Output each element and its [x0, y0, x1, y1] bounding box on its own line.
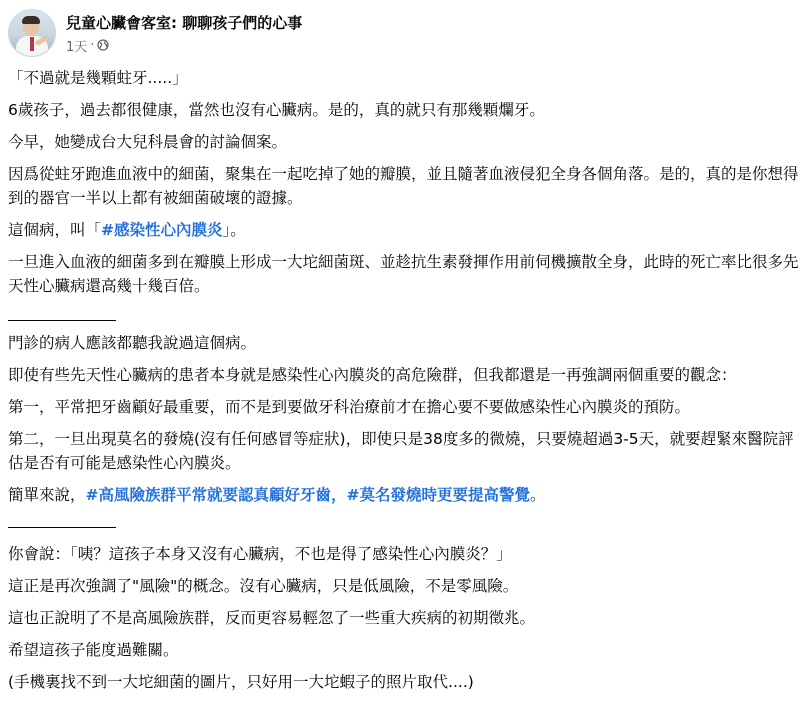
paragraph: [8, 483, 804, 507]
paragraph: 第一，平常把牙齒顧好最重要，而不是到要做牙科治療前才在擔心要不要做感染性心內膜炎的預防。: [8, 398, 691, 416]
paragraph: 因爲從蛀牙跑進血液中的細菌，聚集在一起吃掉了她的瓣膜，並且隨著血液侵犯全身各個角落。是的，真的是你想得到的器官一半以上都有被細菌破壞的證據。: [8, 165, 799, 207]
hashtag-separator: ，: [331, 486, 347, 504]
text-segment: 簡單來說，: [8, 486, 86, 504]
section-divider: [8, 320, 116, 321]
paragraph: (手機裏找不到一大坨細菌的圖片，只好用一大坨蝦子的照片取代....): [8, 673, 474, 691]
section-divider: [8, 527, 116, 528]
paragraph: 今早，她變成台大兒科晨會的討論個案。: [8, 133, 288, 151]
paragraph: 第二，一旦出現莫名的發燒(沒有任何感冒等症狀)，即使只是38度多的微燒，只要燒超過3-5天，就要趕緊來醫院評估是否有可能是感染性心內膜炎。: [8, 430, 794, 472]
post-meta: [66, 12, 302, 55]
paragraph: 這正是再次強調了"風險"的概念。沒有心臟病，只是低風險，不是零風險。: [8, 577, 519, 595]
paragraph: 「不過就是幾顆蛀牙.....」: [8, 69, 188, 87]
text-segment: 這個病，叫「: [8, 221, 102, 239]
paragraph: 6歲孩子，過去都很健康，當然也沒有心臟病。是的，真的就只有那幾顆爛牙。: [8, 101, 545, 119]
post-timestamp[interactable]: 1天: [66, 39, 88, 55]
paragraph: 即使有些先天性心臟病的患者本身就是感染性心內膜炎的高危險群，但我都還是一再強調兩個重要的觀念：: [8, 366, 737, 384]
text-segment: 。: [530, 486, 546, 504]
post-body: [8, 66, 804, 694]
hashtag-link[interactable]: #莫名發燒時更要提高警覺: [346, 486, 531, 504]
page-name-link[interactable]: 兒童心臟會客室: 聊聊孩子們的心事: [66, 13, 303, 32]
paragraph: 你會說：「咦？這孩子本身又沒有心臟病，不也是得了感染性心內膜炎？」: [8, 545, 512, 563]
post-subline: [66, 36, 302, 55]
paragraph: [8, 218, 804, 242]
separator-dot: ·: [90, 37, 95, 53]
paragraph: 希望這孩子能度過難關。: [8, 641, 179, 659]
text-segment: 」。: [222, 221, 246, 239]
hashtag-link[interactable]: #高風險族群平常就要認真顧好牙齒: [85, 486, 332, 504]
globe-icon[interactable]: [97, 39, 109, 51]
paragraph: 一旦進入血液的細菌多到在瓣膜上形成一大坨細菌斑、並趁抗生素發揮作用前伺機擴散全身，此時的死亡率比很多先天性心臟病還高幾十幾百倍。: [8, 253, 799, 295]
hashtag-link[interactable]: #感染性心內膜炎: [101, 221, 223, 239]
page-avatar[interactable]: [8, 9, 56, 57]
paragraph: 門診的病人應該都聽我說過這個病。: [8, 334, 257, 352]
paragraph: 這也正說明了不是高風險族群，反而更容易輕忽了一些重大疾病的初期徵兆。: [8, 609, 536, 627]
post-header: [8, 8, 302, 58]
